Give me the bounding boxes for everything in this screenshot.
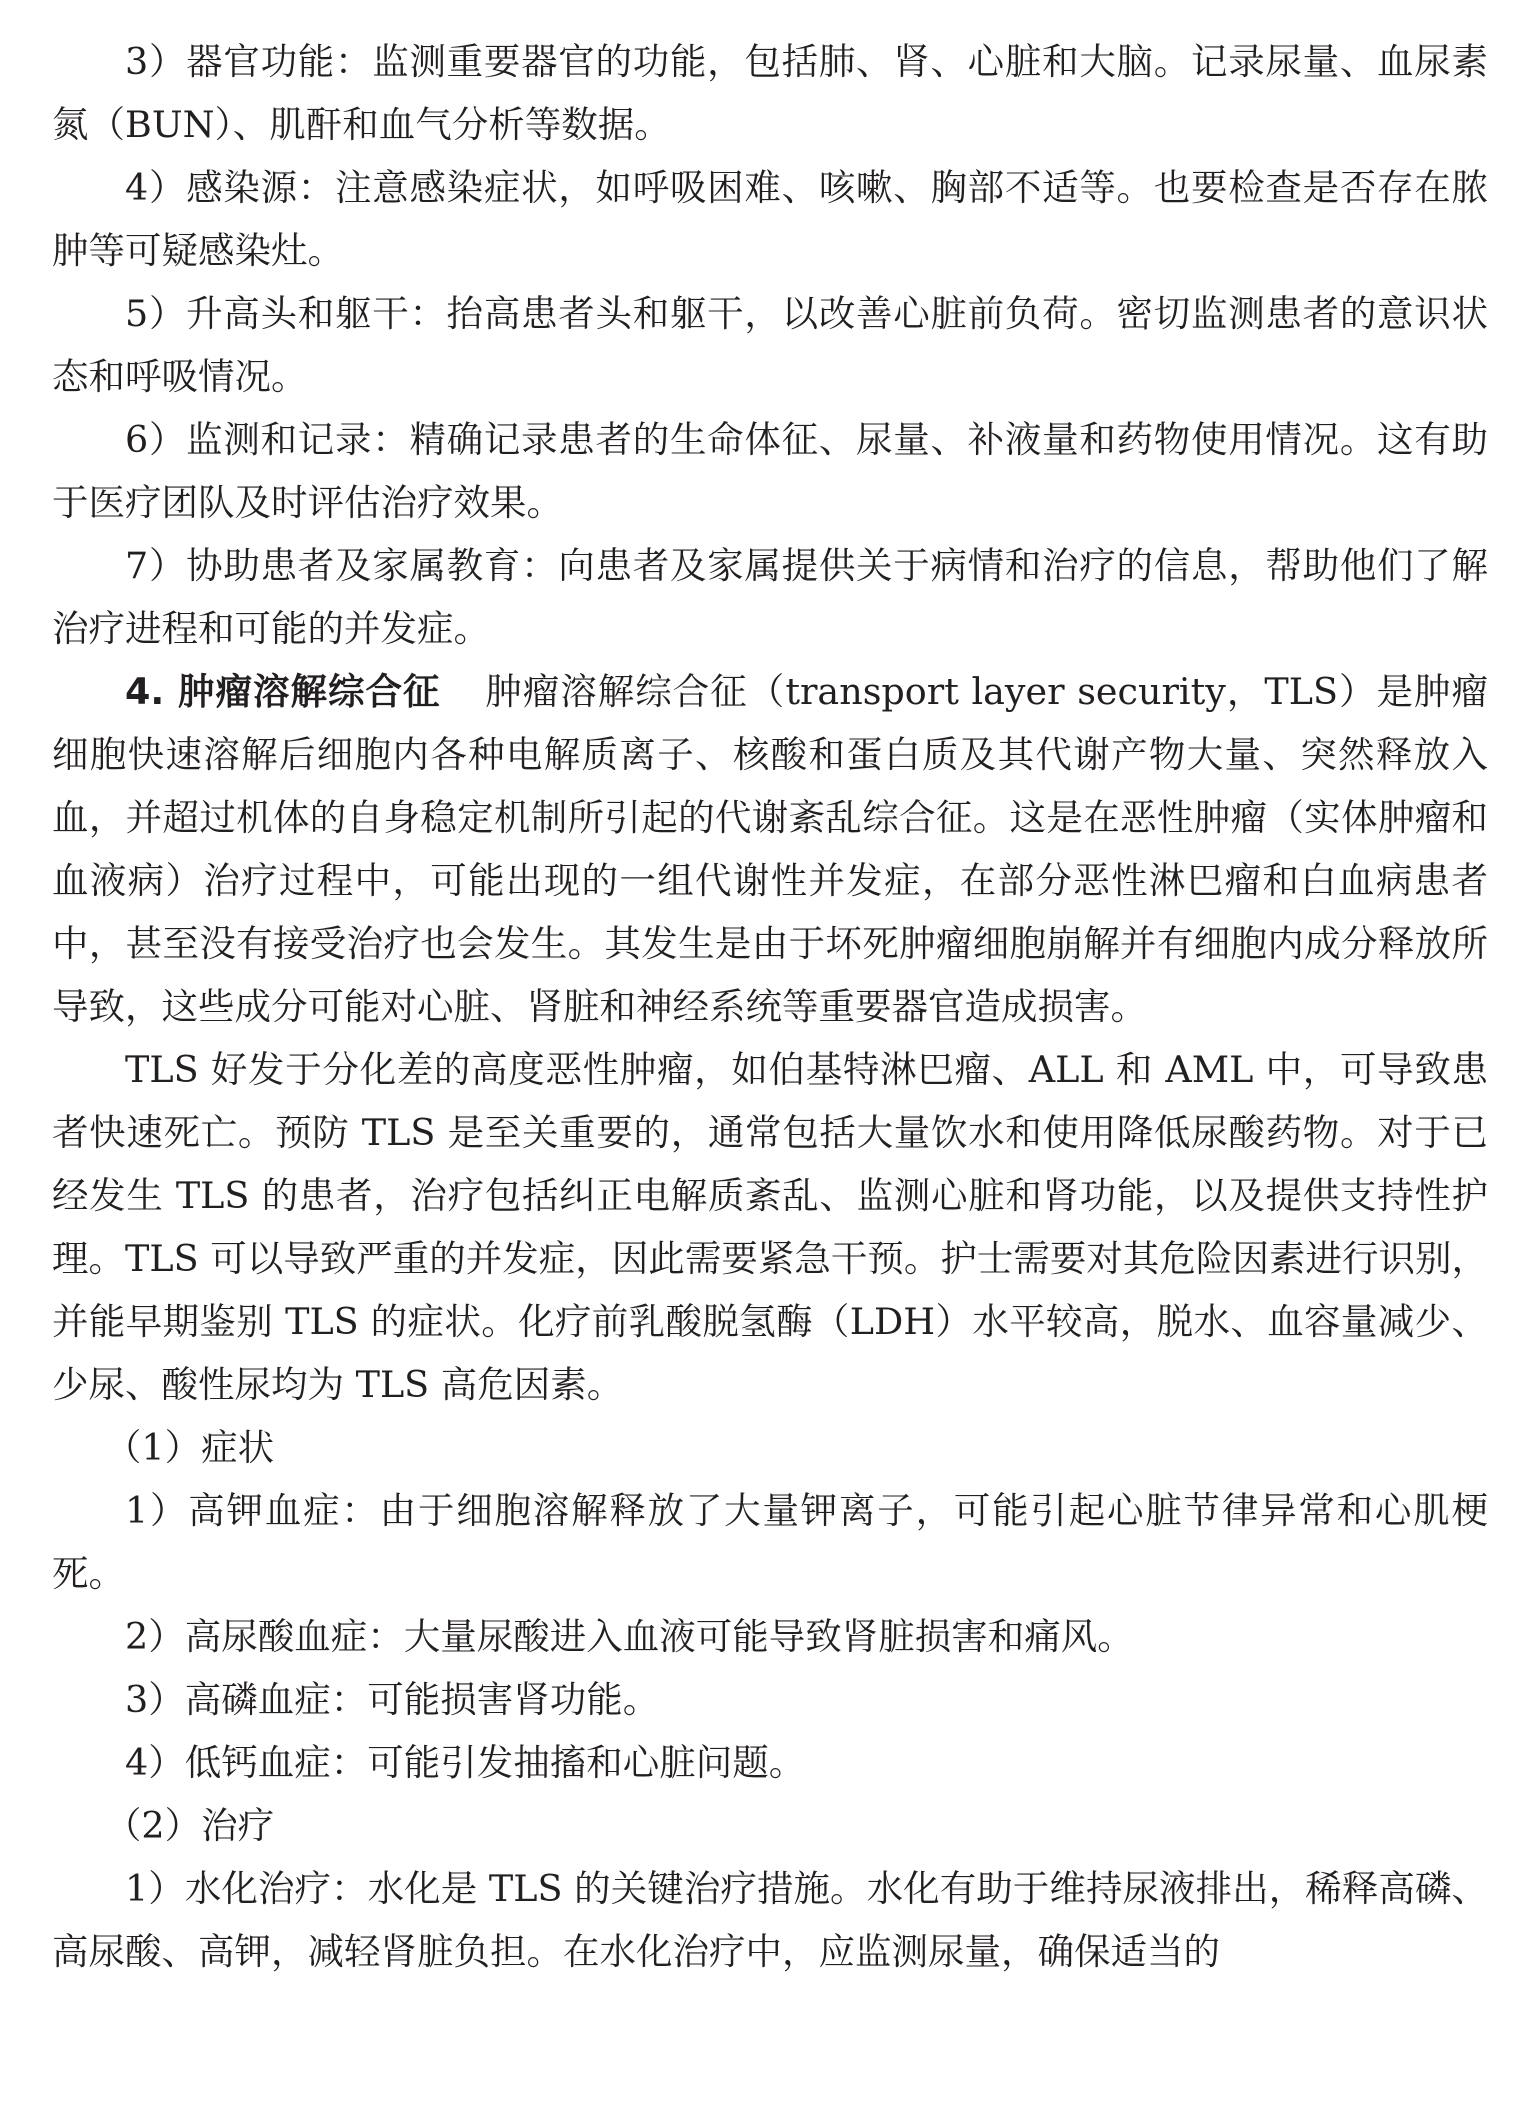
paragraph-tls-risk: TLS 好发于分化差的高度恶性肿瘤，如伯基特淋巴瘤、ALL 和 AML 中，可导致患者快速死亡。预防 TLS 是至关重要的，通常包括大量饮水和使用降低尿酸药物。对于已经发生 TLS 的患者，治疗包括纠正电解质紊乱、监测心脏和肾功能，以及提供支持性护理。TLS 可以导致严重的并发症，因此需要紧急干预。护士需要对其危险因素进行识别，并能早期鉴别 TLS 的症状。化疗前乳酸脱氢酶（LDH）水平较高，脱水、血容量减少、少尿、酸性尿均为 TLS 高危因素。 [52,1048,1488,1406]
symptom-item-hyperkalemia: 1）高钾血症：由于细胞溶解释放了大量钾离子，可能引起心脏节律异常和心肌梗死。 [52,1489,1488,1595]
tls-definition-text: 肿瘤溶解综合征（transport layer security，TLS）是肿瘤细胞快速溶解后细胞内各种电解质离子、核酸和蛋白质及其代谢产物大量、突然释放入血，并超过机体的自身稳定机制所引起的代谢紊乱综合征。这是在恶性肿瘤（实体肿瘤和血液病）治疗过程中，可能出现的一组代谢性并发症，在部分恶性淋巴瘤和白血病患者中，甚至没有接受治疗也会发生。其发生是由于坏死肿瘤细胞崩解并有细胞内成分释放所导致，这些成分可能对心脏、肾脏和神经系统等重要器官造成损害。 [52,670,1488,1028]
paragraph-infection-source: 4）感染源：注意感染症状，如呼吸困难、咳嗽、胸部不适等。也要检查是否存在脓肿等可疑感染灶。 [52,166,1488,272]
treatment-item-hydration: 1）水化治疗：水化是 TLS 的关键治疗措施。水化有助于维持尿液排出，稀释高磷、高尿酸、高钾，减轻肾脏负担。在水化治疗中，应监测尿量，确保适当的 [52,1867,1488,1973]
symptom-item-hypocalcemia: 4）低钙血症：可能引发抽搐和心脏问题。 [125,1741,806,1784]
paragraph-family-education: 7）协助患者及家属教育：向患者及家属提供关于病情和治疗的信息，帮助他们了解治疗进程和可能的并发症。 [52,544,1488,650]
paragraph-tls-intro [52,660,1488,1038]
paragraph-raise-head: 5）升高头和躯干：抬高患者头和躯干，以改善心脏前负荷。密切监测患者的意识状态和呼吸情况。 [52,292,1488,398]
section-heading-tls: 4. 肿瘤溶解综合征 [125,670,441,713]
symptom-item-hyperuricemia: 2）高尿酸血症：大量尿酸进入血液可能导致肾脏损害和痛风。 [125,1615,1134,1658]
subheading-treatment: （2）治疗 [104,1804,275,1847]
paragraph-organ-function: 3）器官功能：监测重要器官的功能，包括肺、肾、心脏和大脑。记录尿量、血尿素氮（BUN）、肌酐和血气分析等数据。 [52,40,1488,146]
subheading-symptoms: （1）症状 [104,1426,275,1469]
paragraph-monitor-record: 6）监测和记录：精确记录患者的生命体征、尿量、补液量和药物使用情况。这有助于医疗团队及时评估治疗效果。 [52,418,1488,524]
symptom-item-hyperphosphatemia: 3）高磷血症：可能损害肾功能。 [125,1678,660,1721]
